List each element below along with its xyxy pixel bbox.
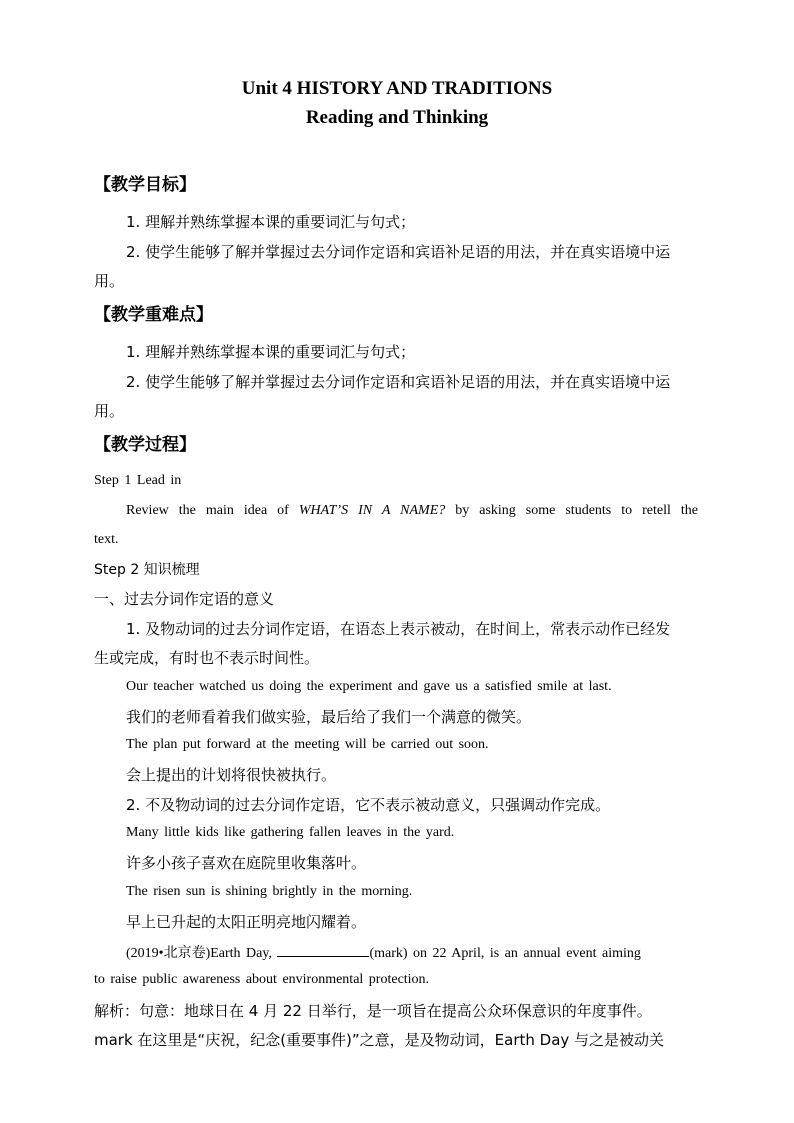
keypoints-item-2: 2. 使学生能够了解并掌握过去分词作定语和宾语补足语的用法，并在真实语境中运 (126, 373, 671, 391)
analysis-line2: mark 在这里是“庆祝，纪念(重要事件)”之意，是及物动词，Earth Day 与之是被动关 (94, 1031, 665, 1049)
unit-title: Unit 4 HISTORY AND TRADITIONS (241, 78, 553, 99)
review-text-title: WHAT’S IN A NAME? (298, 503, 446, 518)
example1-chinese: 我们的老师看着我们做实验，最后给了我们一个满意的微笑。 (126, 708, 532, 726)
answer-blank[interactable] (277, 944, 369, 957)
exercise-question (126, 942, 641, 962)
step1-label: Step 1 Lead in (94, 473, 182, 488)
part1-heading: 一、过去分词作定语的意义 (94, 590, 275, 608)
question-pre: (2019•北京卷)Earth Day, (126, 946, 278, 961)
exercise-question-cont: to raise public awareness about environmental protection. (94, 972, 430, 987)
lesson-subtitle: Reading and Thinking (305, 107, 489, 128)
review-text-post: by asking some students to retell the (445, 503, 698, 518)
rule2-line: 2. 不及物动词的过去分词作定语，它不表示被动意义，只强调动作完成。 (126, 796, 611, 814)
objectives-item-2: 2. 使学生能够了解并掌握过去分词作定语和宾语补足语的用法，并在真实语境中运 (126, 243, 671, 261)
objectives-item-2-cont: 用。 (94, 272, 125, 290)
example2-english: The plan put forward at the meeting will be carried out soon. (126, 737, 489, 752)
example2-chinese: 会上提出的计划将很快被执行。 (126, 766, 337, 784)
rule1-line1: 1. 及物动词的过去分词作定语，在语态上表示被动，在时间上，常表示动作已经发 (126, 620, 671, 638)
step1-review (126, 503, 698, 519)
analysis-line1: 解析：句意：地球日在 4 月 22 日举行，是一项旨在提高公众环保意识的年度事件。 (94, 1002, 652, 1020)
example4-english: The risen sun is shining brightly in the morning. (126, 884, 413, 899)
process-heading: 【教学过程】 (94, 435, 196, 455)
step2-label: Step 2 知识梳理 (94, 562, 200, 578)
objectives-item-1: 1. 理解并熟练掌握本课的重要词汇与句式； (126, 213, 416, 231)
example4-chinese: 早上已升起的太阳正明亮地闪耀着。 (126, 913, 367, 931)
example3-english: Many little kids like gathering fallen leaves in the yard. (126, 825, 455, 840)
rule1-line2: 生或完成，有时也不表示时间性。 (94, 649, 320, 667)
question-post: (mark) on 22 April, is an annual event aiming (369, 946, 641, 961)
example3-chinese: 许多小孩子喜欢在庭院里收集落叶。 (126, 854, 367, 872)
keypoints-item-2-cont: 用。 (94, 402, 125, 420)
example1-english: Our teacher watched us doing the experiment and gave us a satisfied smile at last. (126, 679, 612, 694)
objectives-heading: 【教学目标】 (94, 175, 196, 195)
keypoints-item-1: 1. 理解并熟练掌握本课的重要词汇与句式； (126, 343, 416, 361)
review-text-pre: Review the main idea of (126, 503, 299, 518)
step1-review-end: text. (94, 532, 119, 547)
keypoints-heading: 【教学重难点】 (94, 305, 213, 325)
